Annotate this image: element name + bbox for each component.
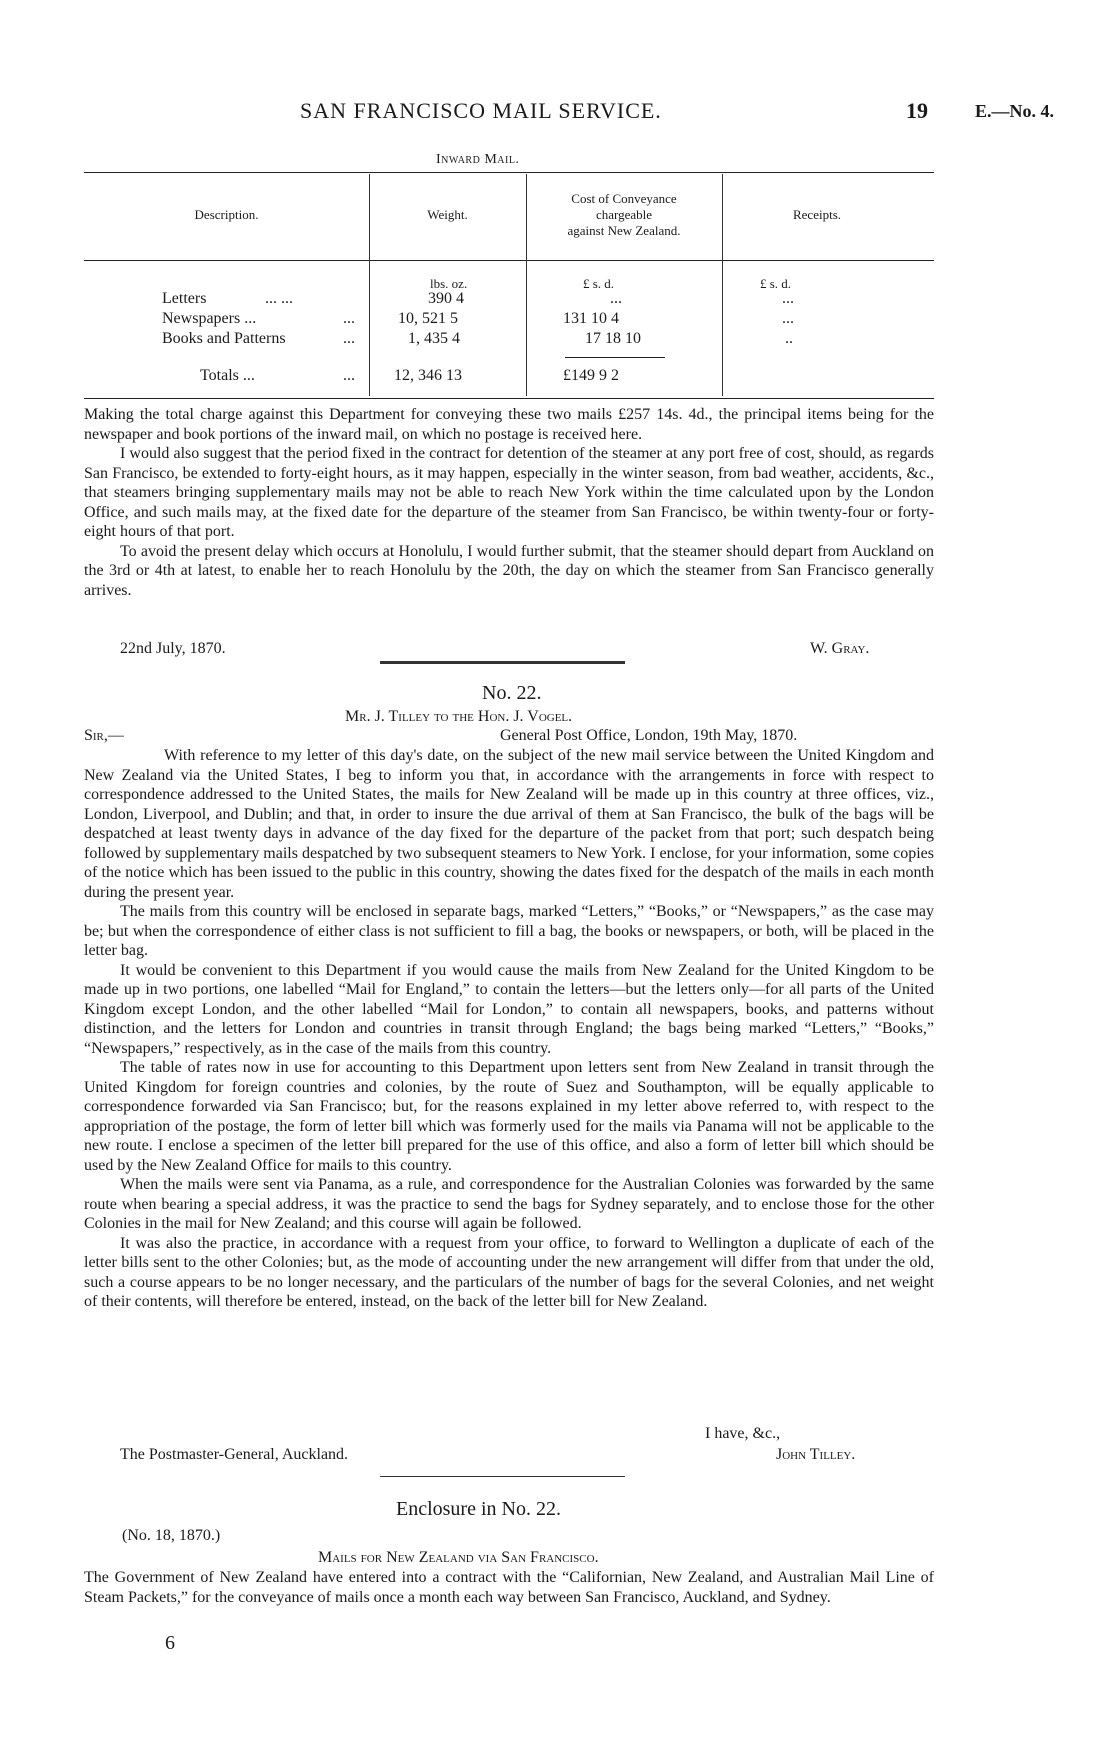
enclosure-body (84, 1568, 934, 1607)
row-cost: 17 18 10 (585, 330, 641, 347)
row-cost: ... (610, 290, 622, 307)
paragraph: When the mails were sent via Panama, as a rule, and correspondence for the Australian Colonies was forwarded by the same route when bearing a special address, it was the practice to send the bags for Sydney separately, and to enclose those for the other Colonies in the mail for New Zealand; and this course will again be followed. (84, 1176, 934, 1232)
row-receipts: .. (785, 330, 793, 347)
paragraph: With reference to my letter of this day's date, on the subject of the new mail service between the United Kingdom and New Zealand via the United States, I beg to inform you that, in accordance with the arrangements in force with respect to correspondence addressed to the United States, the mails for New Zealand will be made up in this country at three offices, viz., London, Liverpool, and Dublin; and that, in order to insure the due arrival of them at San Francisco, the bulk of the bags will be despatched at least twenty days in advance of the day fixed for the departure of the packet from that port; such despatch being followed by supplementary mails despatched by two subsequent steamers to New York. I enclose, for your information, some copies of the notice which has been issued to the public in this country, showing the dates fixed for the despatch of the mails in each month during the present year. (84, 747, 934, 901)
totals-leader: ... (343, 367, 355, 384)
paragraph: It was also the practice, in accordance with a request from your office, to forward to Wellington a duplicate of each of the letter bills sent to the other Colonies; but, as the mode of accounting under the new arrangement will differ from that under the old, such a course appears to be no longer necessary, and the particulars of the number of bags for the several Colonies, and net weight of their contents, will therefore be entered, instead, on the back of the letter bill for New Zealand. (84, 1234, 934, 1310)
paragraph: The mails from this country will be enclosed in separate bags, marked “Letters,” “Books,” or “Newspapers,” as the case may be; but when the correspondence of either class is not sufficient to fill a bag, the books or newspapers, or both, will be placed in the letter bag. (84, 903, 934, 959)
notice-number: (No. 18, 1870.) (122, 1527, 221, 1544)
table-bottom-rule (84, 398, 934, 399)
section-separator (380, 1476, 625, 1477)
section-separator (380, 661, 625, 664)
addressee: The Postmaster-General, Auckland. (120, 1446, 349, 1463)
row-desc: Books and Patterns (162, 330, 286, 347)
row-desc: Newspapers ... (162, 310, 257, 327)
row-leader: ... (343, 330, 355, 347)
row-receipts: ... (782, 290, 794, 307)
row-leader: ... (343, 310, 355, 327)
row-cost: 131 10 4 (563, 310, 619, 327)
tilley-signature: John Tilley. (776, 1446, 856, 1463)
row-desc: Letters (162, 290, 207, 307)
row-receipts: ... (782, 310, 794, 327)
column-header-receipts: Receipts. (792, 207, 841, 222)
paragraph: I would also suggest that the period fixed in the contract for detention of the steamer at any port free of cost, should, as regards San Francisco, be extended to forty-eight hours, as it may happen, especially in the winter season, from bad weather, accidents, &c., that steamers bringing supplementary mails may not be able to reach New York within the time calculated upon by the London Office, and such mails may, at the fixed date for the departure of the steamer from San Francisco, be within twenty-four or forty-eight hours of that port. (84, 445, 934, 540)
row-weight: 1, 435 4 (408, 330, 460, 347)
paragraph: The Government of New Zealand have entered into a contract with the “Californian, New Zealand, and Australian Mail Line of Steam Packets,” for the conveyance of mails once a month each way between San Francisco, Auckland, and Sydney. (84, 1569, 934, 1606)
letter-heading: No. 22. (482, 682, 542, 704)
letter-subheading: Mr. J. Tilley to the Hon. J. Vogel. (345, 708, 573, 725)
tilley-letter-body (84, 746, 934, 1312)
row-weight: 390 4 (428, 290, 464, 307)
totals-sum-rule (565, 357, 665, 358)
table-top-rule (84, 172, 934, 173)
salutation: Sir,— (84, 727, 124, 744)
column-header-weight: Weight. (427, 207, 468, 222)
unit-cost: £ s. d. (583, 276, 615, 291)
row-weight: 10, 521 5 (398, 310, 458, 327)
column-header-description: Description. (194, 207, 259, 222)
gray-letter-date: 22nd July, 1870. (120, 640, 226, 657)
totals-cost: £149 9 2 (563, 367, 619, 384)
enclosure-heading: Enclosure in No. 22. (396, 1498, 561, 1520)
paragraph: Making the total charge against this Department for conveying these two mails £257 14s. 4d., the principal items being for the newspaper and book portions of the inward mail, on which no postage is received here. (84, 406, 934, 443)
paragraph: It would be convenient to this Department if you would cause the mails from New Zealand for the United Kingdom to be made up in two portions, one labelled “Mail for England,” to contain the letters—but the letters only—for all parts of the United Kingdom except London, and the other labelled “Mail for London,” to contain all newspapers, books, and patterns without distinction, and the letters for London and countries in transit through England; the bags being marked “Letters,” “Books,” “Newspapers,” respectively, as in the case of the mails from this country. (84, 961, 934, 1057)
place-date: General Post Office, London, 19th May, 1870. (500, 727, 798, 744)
paragraph: The table of rates now in use for accounting to this Department upon letters sent from New Zealand in transit through the United Kingdom for foreign countries and colonies, by the route of Suez and Southampton, will be equally applicable to correspondence forwarded via San Francisco; but, for the reasons explained in my letter above referred to, with respect to the appropriation of the postage, the form of letter bill which was formerly used for the mails via Panama will not be applicable to the new route. I enclose a specimen of the letter bill prepared for the use of this office, and also a form of letter bill which should be used by the New Zealand Office for mails to this country. (84, 1059, 934, 1174)
page-number: 19 (906, 98, 928, 123)
document-reference: E.—No. 4. (975, 101, 1055, 121)
row-leader: ... ... (265, 290, 293, 307)
gray-letter-signature: W. Gray. (810, 640, 870, 657)
gray-letter-body (84, 405, 934, 600)
unit-receipts: £ s. d. (760, 276, 792, 291)
paragraph: To avoid the present delay which occurs at Honolulu, I would further submit, that the steamer should depart from Auckland on the 3rd or 4th at latest, to enable her to reach Honolulu by the 20th, the day on which the steamer from San Francisco generally arrives. (84, 542, 934, 599)
printer-signature-mark: 6 (165, 1632, 175, 1654)
unit-weight: lbs. oz. (430, 276, 468, 291)
table-header-rule (84, 260, 934, 261)
running-header-title: SAN FRANCISCO MAIL SERVICE. (300, 98, 662, 123)
column-header-cost: Cost of Conveyance chargeable against New Zealand. (567, 191, 681, 238)
totals-label: Totals ... (200, 367, 255, 384)
closing: I have, &c., (705, 1425, 781, 1442)
notice-title: Mails for New Zealand via San Francisco. (318, 1549, 599, 1566)
totals-weight: 12, 346 13 (394, 367, 462, 384)
table-caption: Inward Mail. (436, 152, 520, 167)
